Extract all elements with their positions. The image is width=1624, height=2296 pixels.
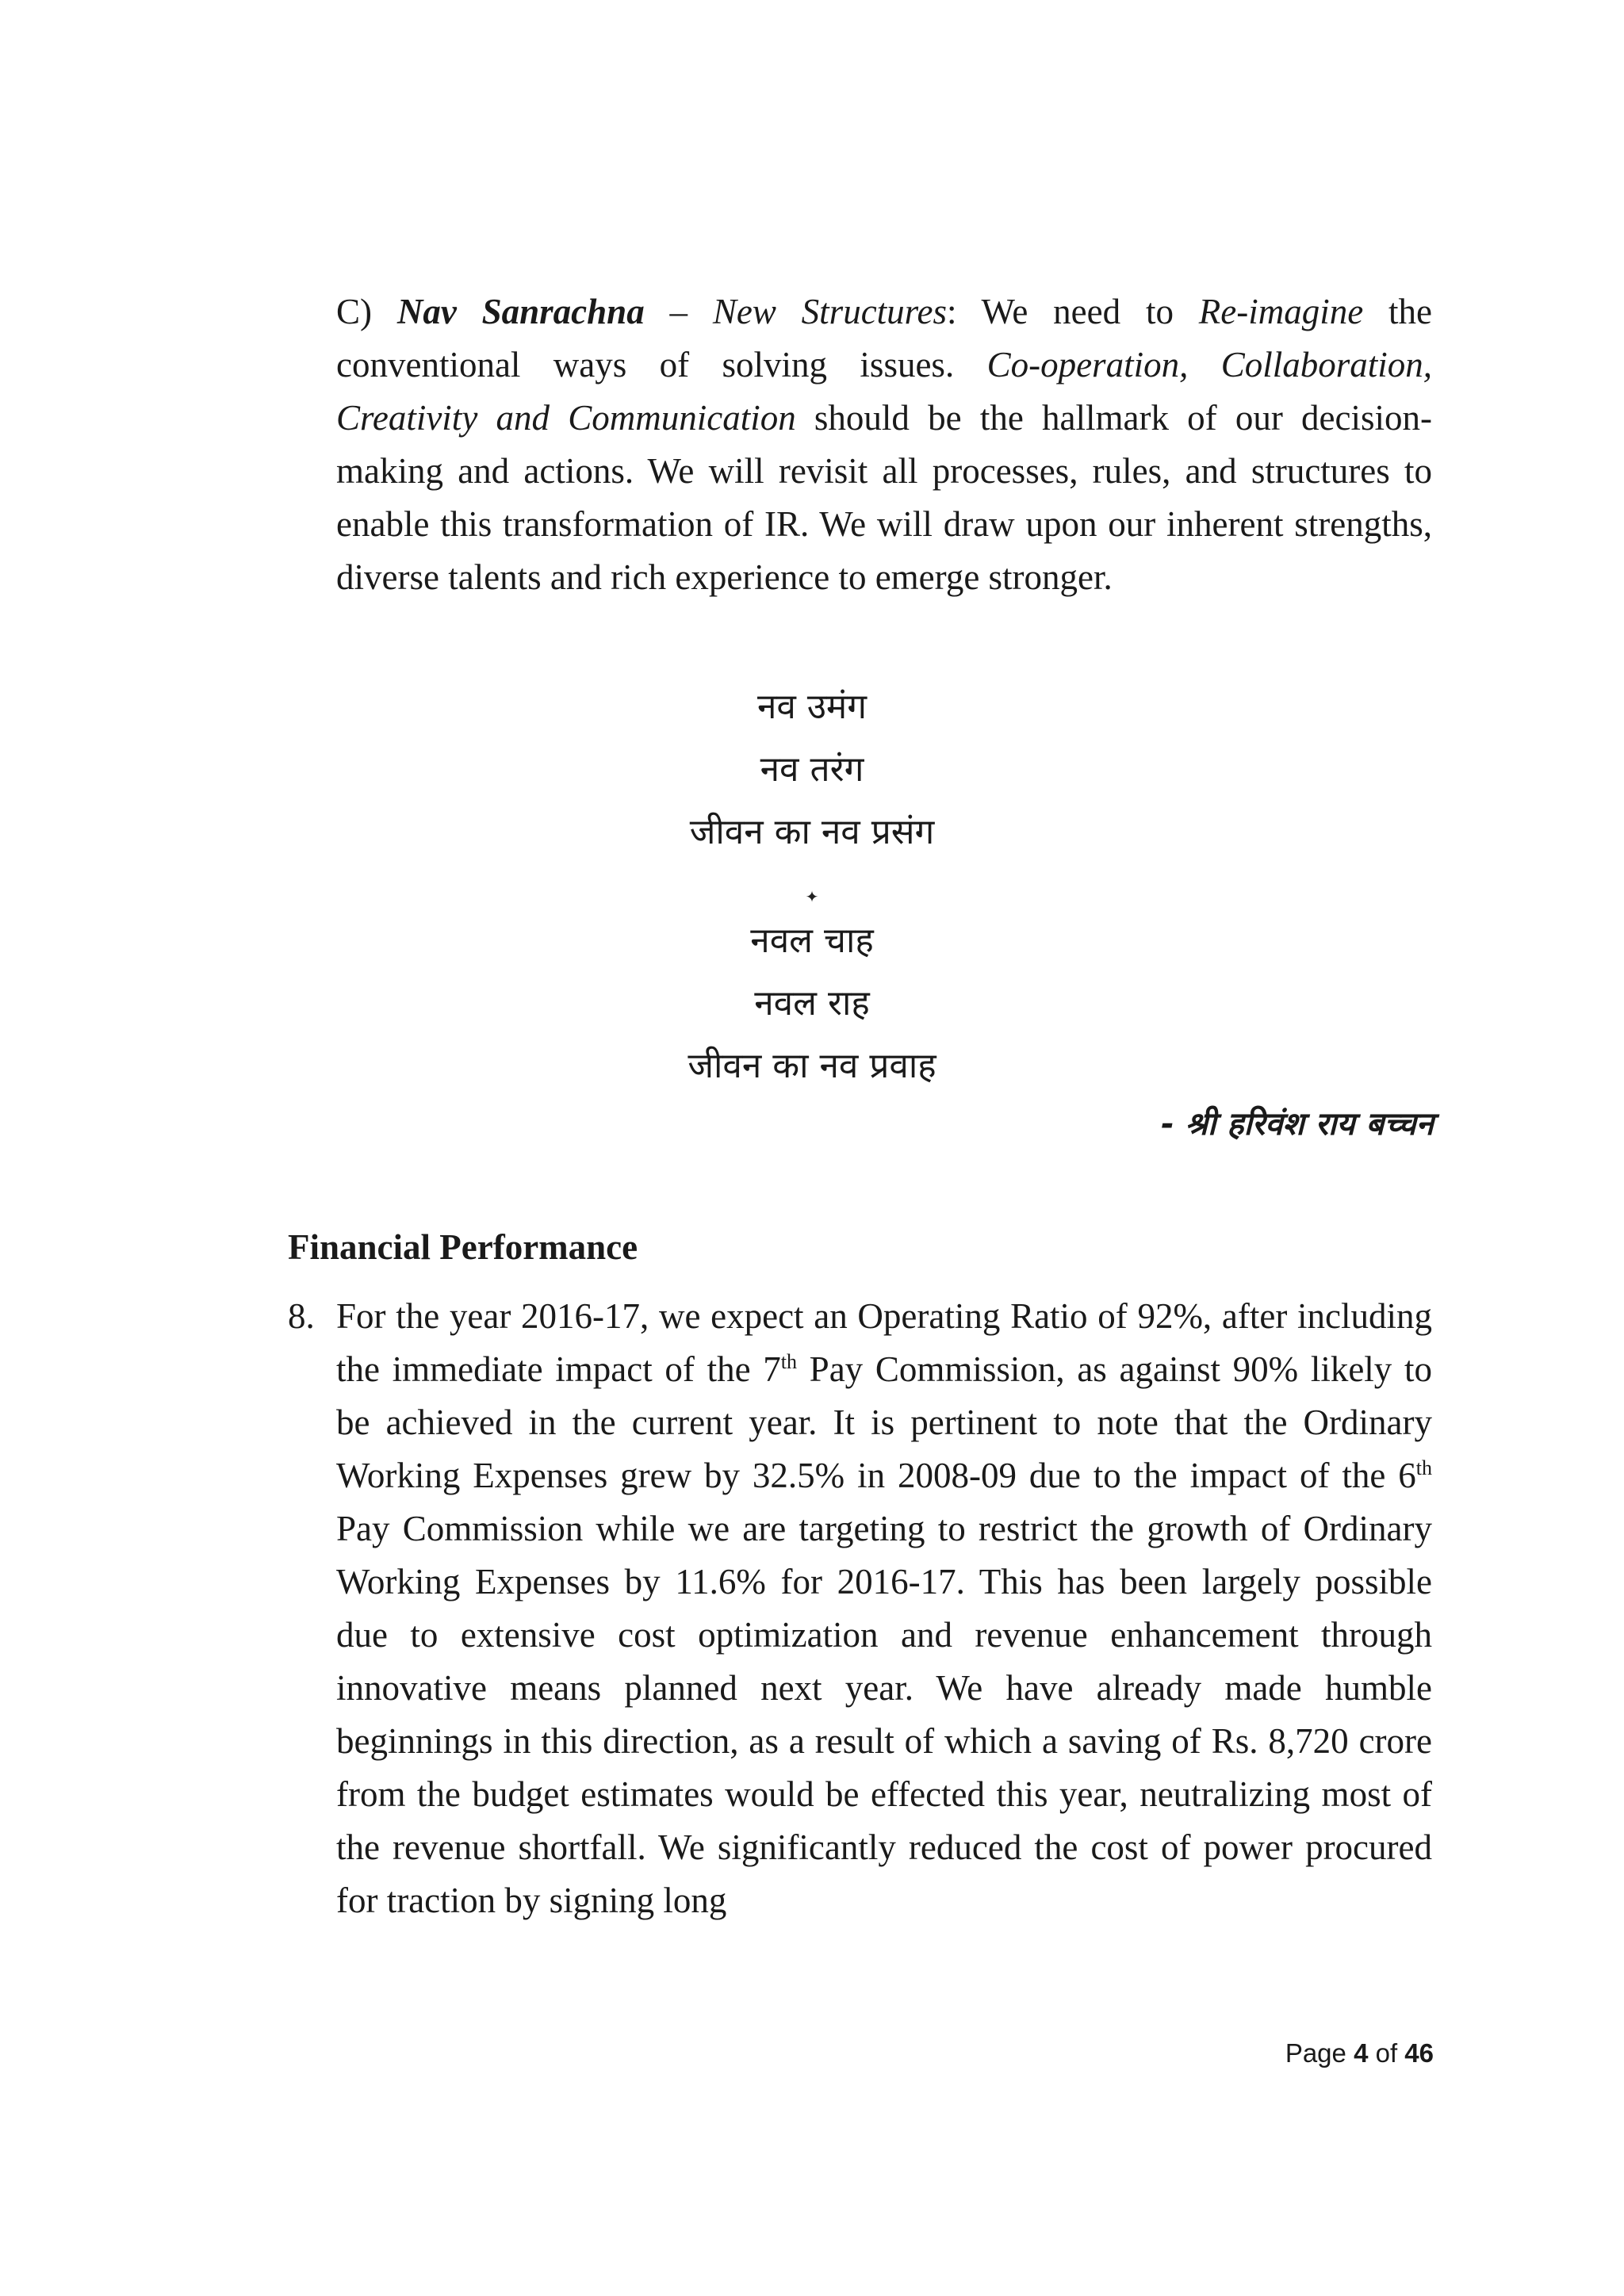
poem-line: जीवन का नव प्रसंग: [689, 812, 935, 852]
poem-attribution: - श्री हरिवंश राय बच्चन: [1161, 1106, 1434, 1142]
poem-line: जीवन का नव प्रवाह: [688, 1046, 936, 1086]
section-c-text-2: the conventional ways of solving issues.: [336, 292, 1432, 385]
section-c-text-3: should be the hallmark of our decision-making and actions. We will revisit all processes, rules, and structures to enable this transformation of IR. We will draw upon our inherent strengths, diverse talents and rich experience to emerge stronger.: [336, 398, 1432, 597]
section-c-title-italic: New Structures: [712, 292, 947, 331]
poem-line: नव तरंग: [760, 749, 864, 790]
footer-current-page: 4: [1354, 2038, 1369, 2068]
section-c-text-1: : We need to: [947, 292, 1199, 331]
section-c-paragraph: [336, 285, 1432, 604]
superscript-th: th: [1415, 1456, 1432, 1479]
footer-page-word: Page: [1285, 2038, 1354, 2068]
poem-line: नवल राह: [754, 983, 870, 1024]
footer-total-pages: 46: [1404, 2038, 1434, 2068]
poem-divider-icon: ✦: [805, 887, 819, 906]
footer-of-word: of: [1368, 2038, 1405, 2068]
item-number: 8.: [288, 1296, 315, 1336]
section-c-prefix: C): [336, 292, 397, 331]
section-c-dash: –: [644, 292, 713, 331]
financial-text-1: For the year 2016-17, we expect an Operating Ratio of 92%, after including the immediate impact of the 7: [336, 1296, 1432, 1389]
section-c-italic-list: Co-operation, Collaboration, Creativity and Communication: [336, 345, 1432, 438]
page-footer: [1285, 2034, 1434, 2072]
financial-paragraph: [336, 1290, 1432, 1927]
section-c-reimagine: Re-imagine: [1198, 292, 1364, 331]
poem-line: नवल चाह: [750, 920, 874, 961]
poem-stanza-2: [0, 909, 1624, 1097]
financial-text-2: Pay Commission, as against 90% likely to be achieved in the current year. It is pertinent to note that the Ordinary Working Expenses grew by 32.5% in 2008-09 due to the impact of the 6: [336, 1349, 1432, 1495]
section-c-title-bold: Nav Sanrachna: [396, 292, 645, 331]
poem-stanza-1: [0, 675, 1624, 863]
financial-text-3: Pay Commission while we are targeting to restrict the growth of Ordinary Working Expenses by 11.6% for 2016-17. This has been largely possible due to extensive cost optimization and revenue enhancement through innovative means planned next year. We have already made humble beginnings in this direction, as a result of which a saving of Rs. 8,720 crore from the budget estimates would be effected this year, neutralizing most of the revenue shortfall. We significantly reduced the cost of power procured for traction by signing long: [336, 1509, 1432, 1920]
poem-line: नव उमंग: [756, 687, 868, 727]
superscript-th: th: [780, 1350, 797, 1373]
section-heading: Financial Performance: [288, 1227, 638, 1267]
